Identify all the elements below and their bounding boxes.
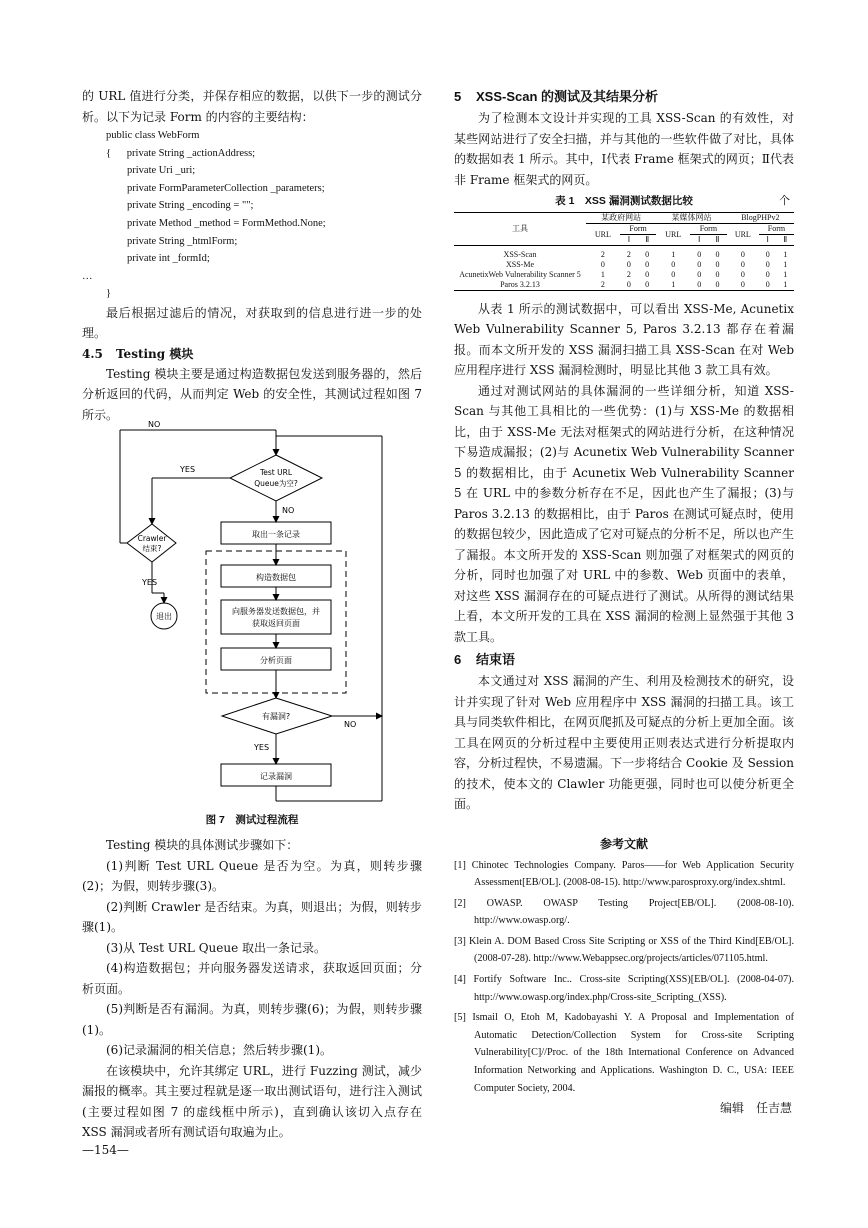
table-cell: 0 [697, 249, 702, 259]
paragraph-conclusion: 本文通过对 XSS 漏洞的产生、利用及检测技术的研究，设计并实现了针对 Web 应用程序中 XSS 漏洞的扫描工具。该工具与同类软件相比，在网页爬抓及可疑点的分析上更加全面。该工具在网页的分析过程中主要使用正则表达式进行分析提取内容，分析过程快，不易遗漏。下一步将结合 Cookie 及 Session 的技术，使本文的 Clawler 功能更强，同时也可以使分析更全面。 [454, 674, 794, 811]
step-item: (6)记录漏洞的相关信息；然后转步骤(1)。 [106, 1043, 332, 1057]
paragraph-continued: 的 URL 值进行分类，并保存相应的数据，以供下一步的测试分析。以下为记录 Form 的内容的主要结构： [82, 89, 422, 124]
table-cell: 2 [626, 249, 631, 259]
flow-diamond-queue-line2: Queue为空? [254, 479, 298, 488]
table-cell: 0 [740, 269, 745, 279]
table-cell: 1 [783, 269, 788, 279]
steps-intro: Testing 模块的具体测试步骤如下： [106, 838, 299, 852]
flow-box-record-vuln: 记录漏洞 [260, 772, 292, 781]
table-header-ii: Ⅱ [783, 235, 788, 244]
table-cell: 0 [697, 279, 702, 289]
table-cell: 1 [783, 249, 788, 259]
flow-label-no-vuln: NO [344, 720, 357, 729]
table-header-site: 某政府网站 [586, 213, 656, 224]
flow-box-analyze: 分析页面 [260, 656, 292, 665]
table-cell: 0 [740, 279, 745, 289]
reference-item: [5] Ismail O, Etoh M, Kadobayashi Y. A Proposal and Implementation of Automatic Detection/Collection System for Cross-site Scripting Vulnerability[C]//Proc. of the 18th International Conference on Advanced Information Networking and Applications. Washington D. C., USA: IEEE Computer Society, 2004. [454, 1012, 794, 1094]
table-header-url: URL [594, 229, 611, 239]
table-header-ii: Ⅱ [645, 235, 650, 244]
table-header-i: Ⅰ [766, 235, 769, 244]
table-cell: 2 [626, 269, 631, 279]
code-line: private int _formId; [106, 253, 210, 265]
table-cell: 0 [715, 249, 720, 259]
table-header-url: URL [665, 229, 682, 239]
table-cell: 0 [765, 259, 770, 269]
flow-diamond-crawler-line1: Crawler [137, 534, 167, 543]
table-header-form: Form [759, 224, 794, 235]
table-cell: 2 [600, 279, 605, 289]
paragraph-final: 在该模块中，允许其绑定 URL，进行 Fuzzing 测试，减少漏报的概率。其主要过程就是逐一取出测试语句，进行注入测试(主要过程如图 7 的虚线框中所示)，直到确认该切入点存在 XSS 漏洞或者所有测试语句取遍为止。 [82, 1063, 422, 1139]
references-heading: 参考文献 [599, 836, 648, 851]
section-number: 6 [454, 652, 462, 667]
table-cell: 1 [671, 249, 676, 259]
table-row [454, 260, 794, 270]
reference-item: [1] Chinotec Technologies Company. Paros——for Web Application Security Assessment[EB/OL]. (2008-08-15). http://www.parosproxy.org/index.shtml. [454, 859, 794, 889]
table-cell: 0 [671, 269, 676, 279]
table-header-site: 某媒体网站 [656, 213, 726, 224]
reference-item: [3] Klein A. DOM Based Cross Site Scripting or XSS of the Third Kind[EB/OL]. (2008-07-28). http://www.Webappsec.org/projects/articles/071105.html. [454, 935, 794, 965]
section-title: XSS-Scan 的测试及其结果分析 [476, 89, 659, 104]
table-cell: 0 [715, 269, 720, 279]
table-cell: 0 [645, 269, 650, 279]
flow-diamond-vuln: 有漏洞? [261, 712, 291, 721]
paragraph-after-code: 最后根据过滤后的情况，对获取到的信息进行进一步的处理。 [82, 305, 422, 341]
table-unit: 个 [779, 194, 790, 207]
step-item: (2)判断 Crawler 是否结束。为真，则退出；为假，则转步骤(1)。 [82, 899, 422, 934]
flow-box-send-line2: 获取返回页面 [252, 619, 300, 628]
results-table [454, 212, 794, 291]
reference-item: [4] Fortify Software Inc.. Cross-site Scripting(XSS)[EB/OL]. (2008-04-07). http://www.owasp.org/index.php/Cross-site_Scripting_(XSS). [454, 974, 794, 1003]
table-cell: 0 [626, 259, 631, 269]
table-header-ii: Ⅱ [715, 235, 720, 244]
table-row [454, 250, 794, 260]
flowchart-figure [82, 418, 402, 813]
left-column-lower [82, 811, 422, 1143]
editor-credit: 编辑 任吉慧 [719, 1101, 792, 1116]
table-cell: 0 [765, 279, 770, 289]
paragraph-testing: Testing 模块主要是通过构造数据包发送到服务器的，然后分析返回的代码，从而判定 Web 的安全性，其测试过程如图 7 所示。 [82, 366, 422, 422]
table-cell: 0 [645, 259, 650, 269]
flow-label-no-top: NO [148, 420, 161, 429]
table-header-site: BlogPHPv2 [727, 213, 794, 224]
code-line: private FormParameterCollection _parameters; [106, 182, 325, 194]
table-header-url: URL [734, 229, 751, 239]
section-title: Testing 模块 [116, 346, 194, 361]
table-header-form: Form [690, 224, 727, 235]
flow-box-take-record: 取出一条记录 [252, 530, 300, 539]
table-cell-tool: AcunetixWeb Vulnerability Scanner 5 [459, 269, 581, 279]
section-number: 4.5 [82, 346, 103, 361]
code-block [82, 127, 422, 303]
figure-caption: 图 7 测试过程流程 [205, 814, 299, 826]
table-cell: 1 [671, 279, 676, 289]
paragraph-table-analysis: 从表 1 所示的测试数据中，可以看出 XSS-Me, Acunetix Web Vulnerability Scanner 5, Paros 3.2.13 都存在着漏报。而本文所开发的 XSS 漏洞扫描工具 XSS-Scan 在对 Web 应用程序进行 XSS 漏洞检测时，明显比其他 3 款工具有效。 [454, 301, 794, 377]
table-header-form: Form [620, 224, 657, 235]
table-caption-row [454, 190, 794, 212]
flow-diamond-queue-line1: Test URL [259, 468, 293, 477]
table-cell: 0 [645, 249, 650, 259]
section-4-5-heading [82, 344, 422, 364]
left-column [82, 86, 422, 425]
step-item: (4)构造数据包；并向服务器发送请求，获取返回页面；分析页面。 [82, 961, 422, 996]
section-number: 5 [454, 89, 462, 104]
code-line: private String _htmlForm; [106, 235, 238, 247]
page-number: —154— [82, 1143, 129, 1157]
section-6-heading [454, 649, 794, 671]
flow-label-no: NO [282, 506, 295, 515]
table-cell: 0 [740, 259, 745, 269]
flow-label-yes-vuln: YES [254, 743, 270, 752]
table-row [454, 270, 794, 280]
step-item: (3)从 Test URL Queue 取出一条记录。 [106, 940, 327, 955]
table-cell: 1 [783, 279, 788, 289]
table-cell: 1 [783, 259, 788, 269]
code-line: { private String _actionAddress; [106, 147, 256, 159]
flow-exit: 退出 [156, 612, 172, 621]
table-cell: 0 [645, 279, 650, 289]
table-cell-tool: XSS-Scan [503, 249, 537, 259]
flow-box-send-line1: 向服务器发送数据包，并 [232, 607, 320, 616]
flow-diamond-crawler-line2: 结束? [142, 544, 162, 553]
reference-item: [2] OWASP. OWASP Testing Project[EB/OL]. (2008-08-10). http://www.owasp.org/. [454, 897, 794, 927]
table-cell-tool: Paros 3.2.13 [500, 279, 540, 289]
table-cell: 0 [765, 269, 770, 279]
section-title: 结束语 [476, 652, 516, 667]
table-cell: 0 [715, 259, 720, 269]
table-cell: 1 [600, 269, 605, 279]
code-line: } [106, 288, 112, 300]
code-line: private Uri _uri; [106, 165, 196, 177]
right-column [454, 86, 794, 1119]
table-cell: 0 [697, 269, 702, 279]
table-cell: 2 [600, 249, 605, 259]
table-cell: 0 [715, 279, 720, 289]
table-cell: 0 [671, 259, 676, 269]
flow-label-yes: YES [180, 465, 196, 474]
flow-label-yes-crawler: YES [142, 578, 158, 587]
step-item: (1)判断 Test URL Queue 是否为空。为真，则转步骤(2)；为假，则转步骤(3)。 [82, 858, 422, 893]
code-line: … [82, 270, 93, 282]
paragraph-test-intro: 为了检测本文设计并实现的工具 XSS-Scan 的有效性，对某些网站进行了安全扫描，并与其他的一些软件做了对比，具体的数据如表 1 所示。其中，Ⅰ代表 Frame 框架式的网页；Ⅱ代表非 Frame 框架式的网页。 [454, 111, 794, 187]
table-caption: 表 1 XSS 漏洞测试数据比较 [555, 195, 693, 207]
table-cell: 0 [740, 249, 745, 259]
table-cell-tool: XSS-Me [505, 259, 534, 269]
table-row [454, 280, 794, 291]
code-line: private Method _method = FormMethod.None; [106, 217, 326, 229]
section-5-heading [454, 86, 794, 108]
step-item: (5)判断是否有漏洞。为真，则转步骤(6)；为假，则转步骤(1)。 [82, 1002, 422, 1037]
code-line: public class WebForm [106, 130, 200, 141]
flow-box-build-packet: 构造数据包 [256, 573, 296, 582]
table-header-tool: 工具 [512, 224, 528, 233]
table-cell: 0 [765, 249, 770, 259]
table-cell: 0 [626, 279, 631, 289]
paragraph-advantages: 通过对测试网站的具体漏洞的一些详细分析，知道 XSS-Scan 与其他工具相比的一些优势：(1)与 XSS-Me 的数据相比，由于 XSS-Me 无法对框架式的网站进行分析，在这种情况下易造成漏报；(2)与 Acunetix Web Vulnerability Scanner 5 的数据相比，由于 Acunetix Web Vulnerability Scanner 5 在 URL 中的参数分析存在不足，因此也产生了漏报；(3)与 Paros 3.2.13 的数据相比，由于 Paros 在测试可疑点时，使用的数据包较少，因此造成了它对可疑点的分析不足，所以也产生了漏报。本文所开发的 XSS-Scan 则加强了对框架式的网页的分析，同时也加强了对 URL 中的参数、Web 页面中的表单，对这些 XSS 漏洞存在的可疑点进行了测试。从所得的测试结果上看，本文所开发的工具在 XSS 漏洞的检测上显然强于其他 3 款工具。 [454, 383, 794, 644]
table-header-i: Ⅰ [698, 235, 701, 244]
table-cell: 0 [697, 259, 702, 269]
code-line: private String _encoding = ""; [106, 200, 254, 212]
table-cell: 0 [600, 259, 605, 269]
table-header-i: Ⅰ [627, 235, 631, 244]
